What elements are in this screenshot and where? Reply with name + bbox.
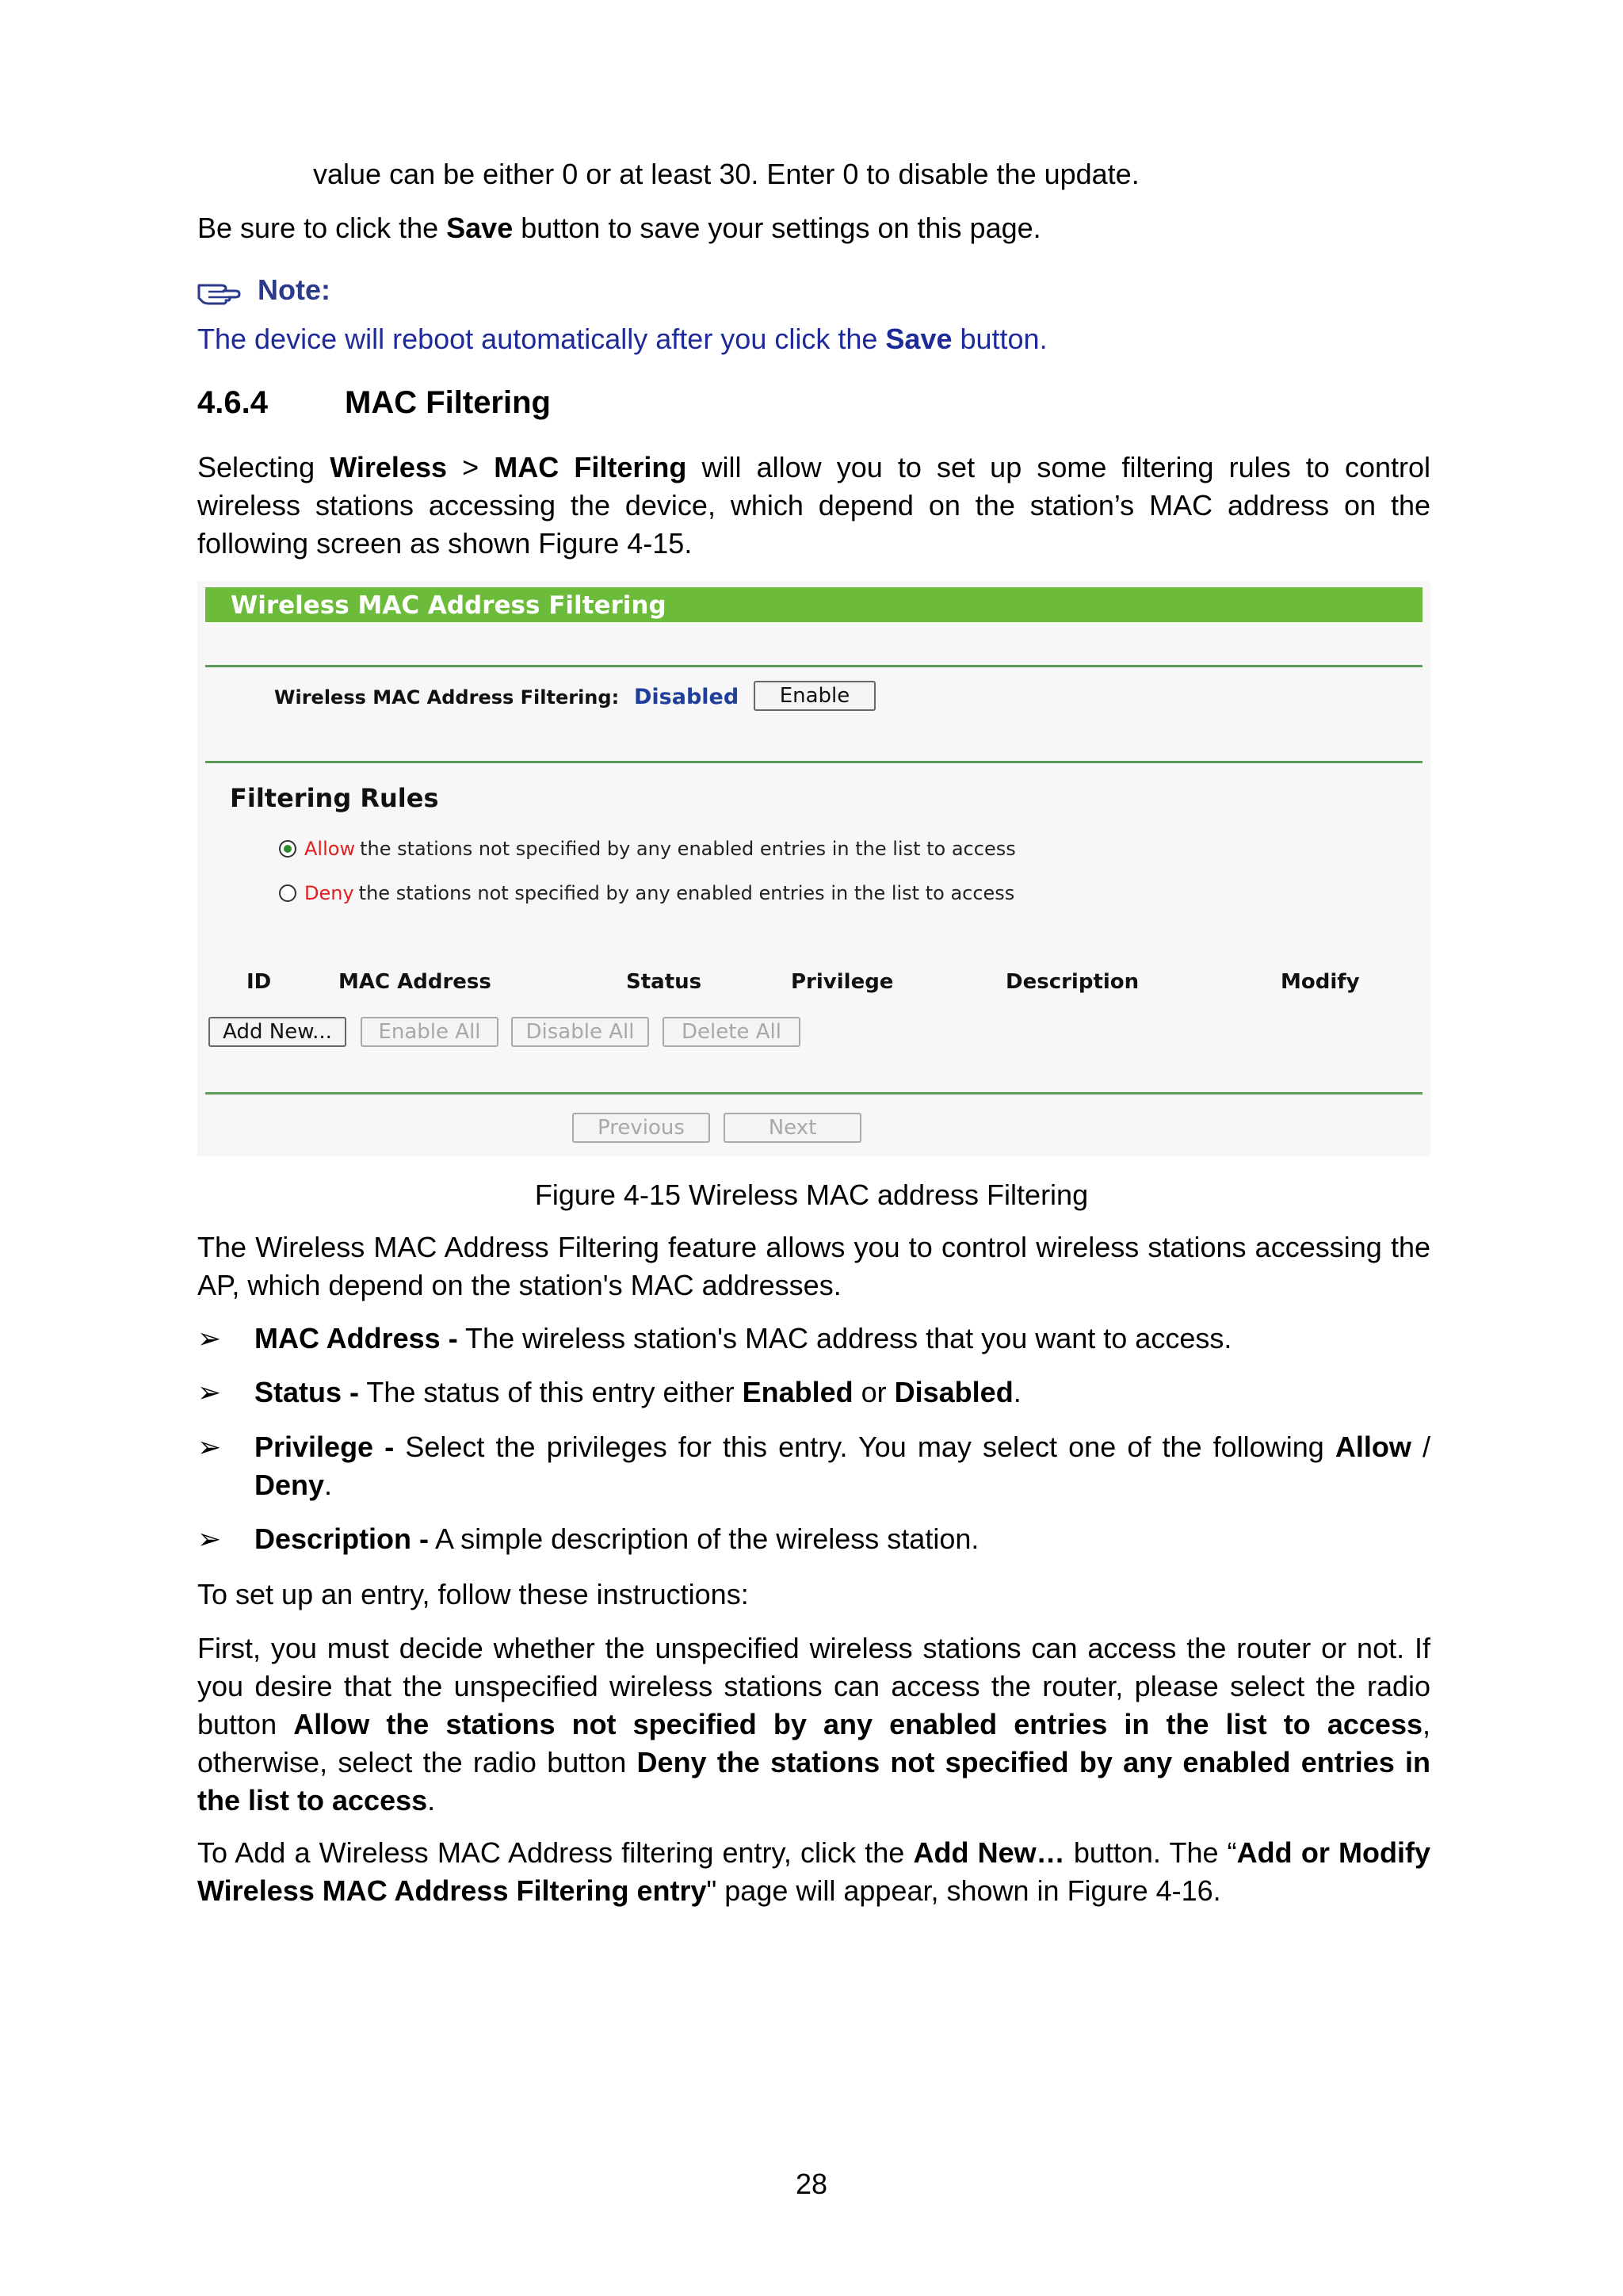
section-title: MAC Filtering <box>345 385 551 420</box>
previous-button[interactable]: Previous <box>572 1113 710 1143</box>
allow-radio[interactable] <box>279 840 296 858</box>
divider <box>205 1092 1423 1095</box>
column-modify: Modify <box>1281 970 1360 994</box>
setup-instruction: To set up an entry, follow these instructions: <box>197 1578 749 1610</box>
mac-filtering-screenshot <box>197 581 1430 1156</box>
column-mac-address: MAC Address <box>338 970 491 994</box>
bullet-privilege: ➢ Privilege - Select the privileges for this entry. You may select one of the following Allow / Deny. <box>197 1428 1430 1504</box>
column-privilege: Privilege <box>791 970 894 994</box>
bullet-status: ➢ Status - The status of this entry either Enabled or Disabled. <box>197 1373 1430 1412</box>
intro-paragraph: Selecting Wireless > MAC Filtering will allow you to set up some filtering rules to control wireless stations accessing the device, which depend on the station’s MAC address on the following screen as shown Figure 4-15. <box>197 451 1431 560</box>
figure-title-bar <box>205 587 1423 622</box>
arrow-bullet-icon: ➢ <box>197 1431 222 1463</box>
figure-bar-title: Wireless MAC Address Filtering <box>231 591 666 620</box>
arrow-bullet-icon: ➢ <box>197 1376 222 1408</box>
disable-all-button[interactable]: Disable All <box>511 1017 649 1047</box>
save-instruction: Be sure to click the Save button to save your settings on this page. <box>197 212 1041 244</box>
description-paragraph: The Wireless MAC Address Filtering feature allows you to control wireless stations accessing the AP, which depend on the station's MAC addresses. <box>197 1231 1430 1301</box>
section-number: 4.6.4 <box>197 385 268 420</box>
divider <box>205 761 1423 763</box>
next-button[interactable]: Next <box>724 1113 861 1143</box>
note-text: The device will reboot automatically after you click the Save button. <box>197 323 1048 355</box>
bullet-description: ➢ Description - A simple description of the wireless station. <box>197 1520 1430 1558</box>
divider <box>205 665 1423 667</box>
delete-all-button[interactable]: Delete All <box>663 1017 800 1047</box>
deny-radio[interactable] <box>279 884 296 902</box>
figure-caption: Figure 4-15 Wireless MAC address Filtering <box>534 1179 1089 1211</box>
arrow-bullet-icon: ➢ <box>197 1322 222 1354</box>
page-number: 28 <box>795 2168 828 2200</box>
filtering-status-label: Wireless MAC Address Filtering: <box>274 686 620 709</box>
filtering-rules-title: Filtering Rules <box>230 783 439 813</box>
section-heading <box>197 382 551 423</box>
deny-radio-row[interactable]: Deny the stations not specified by any enabled entries in the list to access <box>279 882 1014 904</box>
bullet-mac-address: ➢ MAC Address - The wireless station's MAC address that you want to access. <box>197 1320 1430 1358</box>
continued-text: value can be either 0 or at least 30. Enter 0 to disable the update. <box>313 158 1140 190</box>
arrow-bullet-icon: ➢ <box>197 1522 222 1555</box>
column-id: ID <box>246 970 272 994</box>
add-new-button[interactable]: Add New... <box>208 1017 346 1047</box>
note-heading: Note: <box>197 271 330 309</box>
add-entry-paragraph: To Add a Wireless MAC Address filtering entry, click the Add New… button. The “Add or Modify Wireless MAC Address Filtering entry" page will appear, shown in Figure 4-16. <box>197 1836 1430 1907</box>
first-step-paragraph: First, you must decide whether the unspecified wireless stations can access the router or not. If you desire that the unspecified wireless stations can access the router, please select the radio button Allow the stations not specified by any enabled entries in the list to access, otherwise, select the radio button Deny the stations not specified by any enabled entries in the list to access. <box>197 1632 1431 1817</box>
filtering-status-value: Disabled <box>634 685 739 709</box>
allow-radio-row[interactable]: Allow the stations not specified by any enabled entries in the list to access <box>279 838 1016 860</box>
column-status: Status <box>626 970 702 994</box>
pointing-hand-icon <box>197 274 242 306</box>
enable-button[interactable]: Enable <box>754 681 876 711</box>
column-description: Description <box>1006 970 1140 994</box>
enable-all-button[interactable]: Enable All <box>361 1017 498 1047</box>
